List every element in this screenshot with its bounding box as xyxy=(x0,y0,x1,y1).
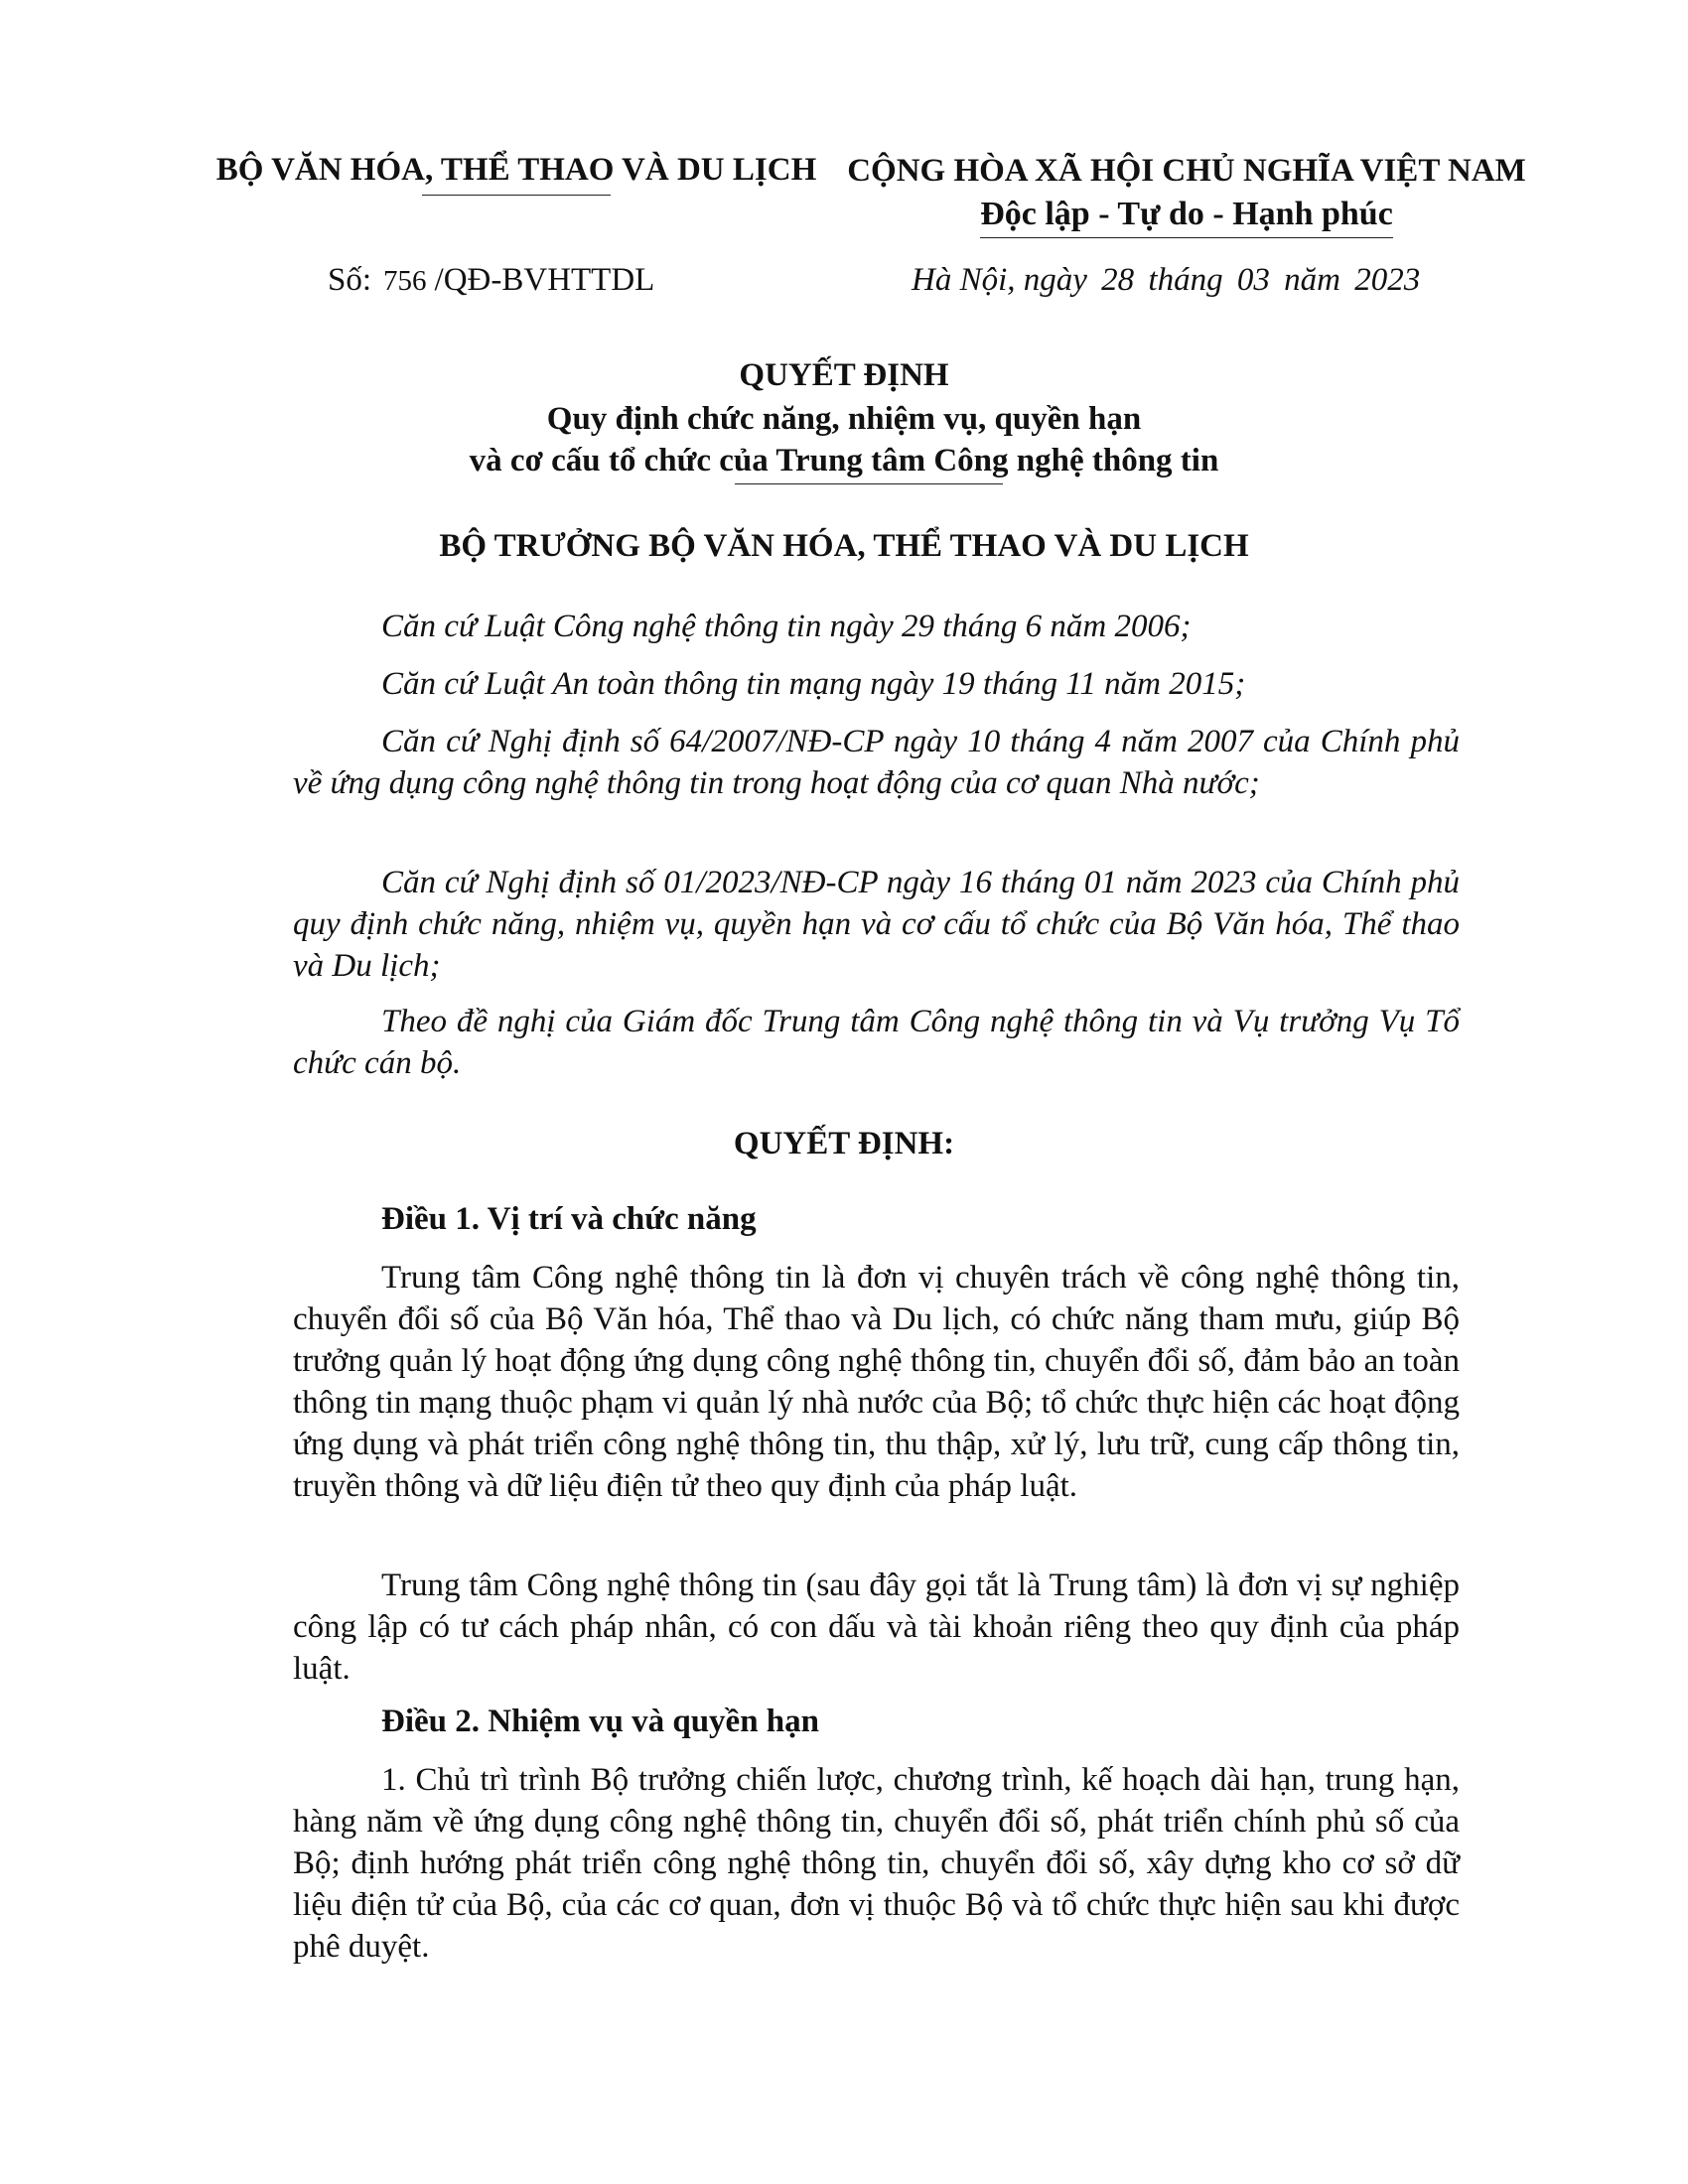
legal-basis-item: Căn cứ Nghị định số 01/2023/NĐ-CP ngày 16 tháng 01 năm 2023 của Chính phủ quy định chức năng, nhiệm vụ, quyền hạn và cơ cấu tổ chức của Bộ Văn hóa, Thể thao và Du lịch; xyxy=(293,865,1460,984)
date-year-label: năm xyxy=(1284,262,1340,298)
authority-heading: BỘ TRƯỞNG BỘ VĂN HÓA, THỂ THAO VÀ DU LỊCH xyxy=(439,528,1249,564)
article-2-heading: Điều 2. Nhiệm vụ và quyền hạn xyxy=(381,1704,820,1739)
decision-heading: QUYẾT ĐỊNH: xyxy=(733,1126,955,1161)
legal-basis-item: Căn cứ Nghị định số 64/2007/NĐ-CP ngày 10 tháng 4 năm 2007 của Chính phủ về ứng dụng công nghệ thông tin trong hoạt động của cơ quan Nhà nước; xyxy=(293,724,1460,801)
national-motto: Độc lập - Tự do - Hạnh phúc xyxy=(980,193,1393,238)
title-underline xyxy=(735,483,1003,484)
legal-basis-item: Căn cứ Luật Công nghệ thông tin ngày 29 tháng 6 năm 2006; xyxy=(381,609,1192,644)
article-1-paragraph: Trung tâm Công nghệ thông tin (sau đây gọi tắt là Trung tâm) là đơn vị sự nghiệp công lập có tư cách pháp nhân, có con dấu và tài khoản riêng theo quy định của pháp luật. xyxy=(293,1568,1460,1687)
document-date xyxy=(912,262,1426,299)
legal-basis-item: Theo đề nghị của Giám đốc Trung tâm Công nghệ thông tin và Vụ trưởng Vụ Tổ chức cán bộ. xyxy=(293,1004,1460,1081)
article-1-heading: Điều 1. Vị trí và chức năng xyxy=(381,1201,757,1237)
article-1-paragraph: Trung tâm Công nghệ thông tin là đơn vị chuyên trách về công nghệ thông tin, chuyển đổi số của Bộ Văn hóa, Thể thao và Du lịch, có chức năng tham mưu, giúp Bộ trưởng quản lý hoạt động ứng dụng công nghệ thông tin, chuyển đổi số, đảm bảo an toàn thông tin mạng thuộc phạm vi quản lý nhà nước của Bộ; tổ chức thực hiện các hoạt động ứng dụng và phát triển công nghệ thông tin, thu thập, xử lý, lưu trữ, cung cấp thông tin, truyền thông và dữ liệu điện tử theo quy định của pháp luật. xyxy=(293,1260,1460,1504)
article-2-paragraph: 1. Chủ trì trình Bộ trưởng chiến lược, chương trình, kế hoạch dài hạn, trung hạn, hàng năm về ứng dụng công nghệ thông tin, chuyển đổi số, phát triển chính phủ số của Bộ; định hướng phát triển công nghệ thông tin, chuyển đổi số, xây dựng kho cơ sở dữ liệu điện tử của Bộ, của các cơ quan, đơn vị thuộc Bộ và tổ chức thực hiện sau khi được phê duyệt. xyxy=(293,1762,1460,1965)
document-subtitle-line2: và cơ cấu tổ chức của Trung tâm Công nghệ thông tin xyxy=(469,443,1219,478)
legal-basis-item: Căn cứ Luật An toàn thông tin mạng ngày 19 tháng 11 năm 2015; xyxy=(381,666,1246,702)
date-prefix: Hà Nội, ngày xyxy=(912,262,1087,298)
ministry-underline xyxy=(422,195,611,196)
doc-number-suffix: /QĐ-BVHTTDL xyxy=(434,262,655,298)
document-title: QUYẾT ĐỊNH xyxy=(739,357,949,393)
doc-number-value: 756 xyxy=(383,265,427,297)
republic-name: CỘNG HÒA XÃ HỘI CHỦ NGHĨA VIỆT NAM xyxy=(847,153,1526,189)
document-subtitle-line1: Quy định chức năng, nhiệm vụ, quyền hạn xyxy=(546,401,1142,437)
ministry-name: BỘ VĂN HÓA, THỂ THAO VÀ DU LỊCH xyxy=(215,152,817,188)
date-year: 2023 xyxy=(1354,262,1421,298)
document-number xyxy=(328,262,654,299)
date-day: 28 xyxy=(1101,262,1135,298)
doc-number-label: Số: xyxy=(328,262,372,298)
date-month-label: tháng xyxy=(1148,262,1223,298)
ministry-header xyxy=(199,149,834,196)
national-header xyxy=(844,149,1529,238)
date-month: 03 xyxy=(1236,262,1270,298)
